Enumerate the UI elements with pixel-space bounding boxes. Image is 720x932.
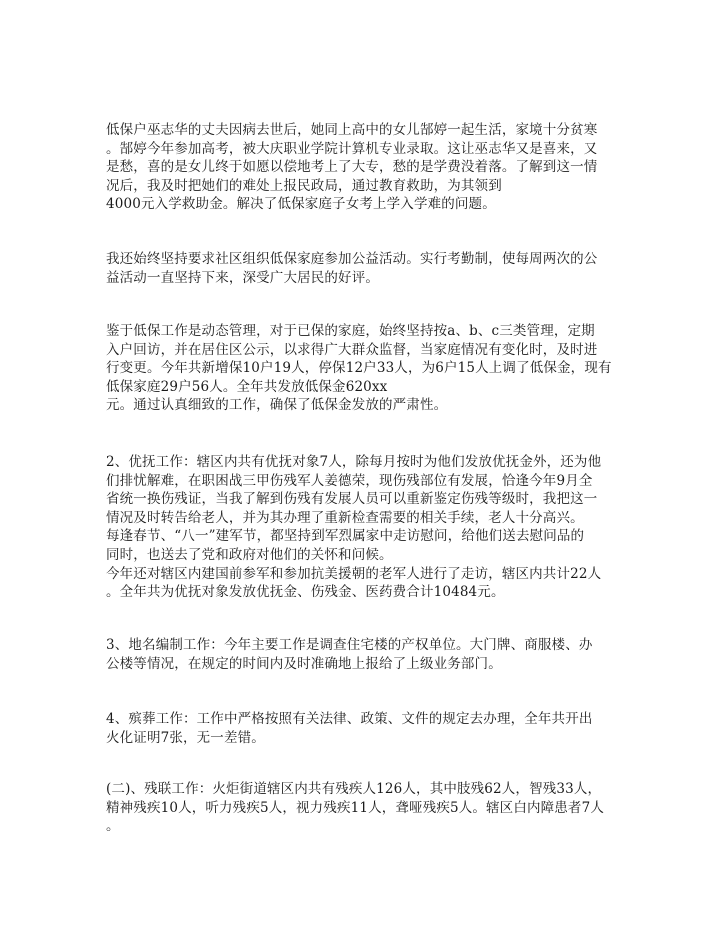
text-line: 低保家庭29户56人。全年共发放低保金620xx — [106, 378, 388, 395]
text-line: 公楼等情况，在规定的时间内及时准确地上报给了上级业务部门。 — [106, 655, 502, 672]
paragraph-education-aid — [106, 121, 622, 214]
text-line: 况后，我及时把她们的难处上报民政局，通过教育救助，为其领到 — [106, 177, 502, 194]
text-line: 低保户巫志华的丈夫因病去世后，她同上高中的女儿郜婷一起生活，家境十分贫寒 — [106, 122, 598, 138]
text-line: 鉴于低保工作是动态管理，对于已保的家庭，始终坚持按a、b、c三类管理，定期 — [106, 323, 595, 339]
text-line: 元。通过认真细致的工作，确保了低保金发放的严肃性。 — [106, 397, 448, 414]
text-line: 是愁，喜的是女儿终于如愿以偿地考上了大专，愁的是学费没着落。了解到这一情 — [106, 159, 598, 176]
text-line: 精神残疾10人，听力残疾5人，视力残疾11人，聋哑残疾5人。辖区白内障患者7人 — [106, 799, 604, 816]
text-line: 。全年共为优抚对象发放优抚金、伤残金、医药费合计10484元。 — [106, 584, 505, 601]
text-line: 每逢春节、“八一”建军节，都坚持到军烈属家中走访慰问，给他们送去慰问品的 — [106, 528, 585, 545]
text-line: 入户回访，并在居住区公示，以求得广大群众监督，当家庭情况有变化时，及时进 — [106, 341, 598, 358]
paragraph-veteran-care — [106, 453, 622, 602]
text-line: (二)、残联工作：火炬街道辖区内共有残疾人126人，其中肢残62人，智残33人， — [106, 781, 602, 797]
text-line: 同时，也送去了党和政府对他们的关怀和问候。 — [106, 546, 393, 563]
text-line: 行变更。今年共新增保10户19人，停保12户33人，为6户15人上调了低保金，现有 — [106, 360, 612, 377]
paragraph-public-welfare — [106, 250, 622, 287]
text-line: 益活动一直坚持下来，深受广大居民的好评。 — [106, 269, 379, 286]
paragraph-place-naming — [106, 636, 622, 673]
text-line: 们排忧解难，在职困战三甲伤残军人姜德荣，现伤残部位有发展，恰逢今年9月全 — [106, 472, 593, 489]
text-line: 。郜婷今年参加高考，被大庆职业学院计算机专业录取。这让巫志华又是喜来，又 — [106, 140, 598, 157]
paragraph-disability-federation — [106, 780, 622, 836]
text-line: 情况及时转告给老人，并为其办理了重新检查需要的相关手续，老人十分高兴。 — [106, 509, 584, 526]
text-line: 2、优抚工作：辖区内共有优抚对象7人，除每月按时为他们发放优抚金外，还为他 — [106, 454, 602, 470]
text-line: 4、殡葬工作：工作中严格按照有关法律、政策、文件的规定去办理，全年共开出 — [106, 711, 593, 727]
text-line: 我还始终坚持要求社区组织低保家庭参加公益活动。实行考勤制，使每周两次的公 — [106, 251, 598, 267]
text-line: 今年还对辖区内建国前参军和参加抗美援朝的老军人进行了走访，辖区内共计22人 — [106, 565, 602, 582]
text-line: 4000元入学救助金。解决了低保家庭子女考上学入学难的问题。 — [106, 196, 496, 213]
text-line: 省统一换伤残证，当我了解到伤残有发展人员可以重新鉴定伤残等级时，我把这一 — [106, 491, 598, 508]
text-line: 火化证明7张，无一差错。 — [106, 729, 265, 746]
text-line: 3、地名编制工作：今年主要工作是调查住宅楼的产权单位。大门牌、商服楼、办 — [106, 637, 593, 653]
paragraph-funeral-work — [106, 710, 622, 747]
paragraph-dynamic-management — [106, 322, 622, 415]
text-line: 。 — [106, 818, 120, 835]
